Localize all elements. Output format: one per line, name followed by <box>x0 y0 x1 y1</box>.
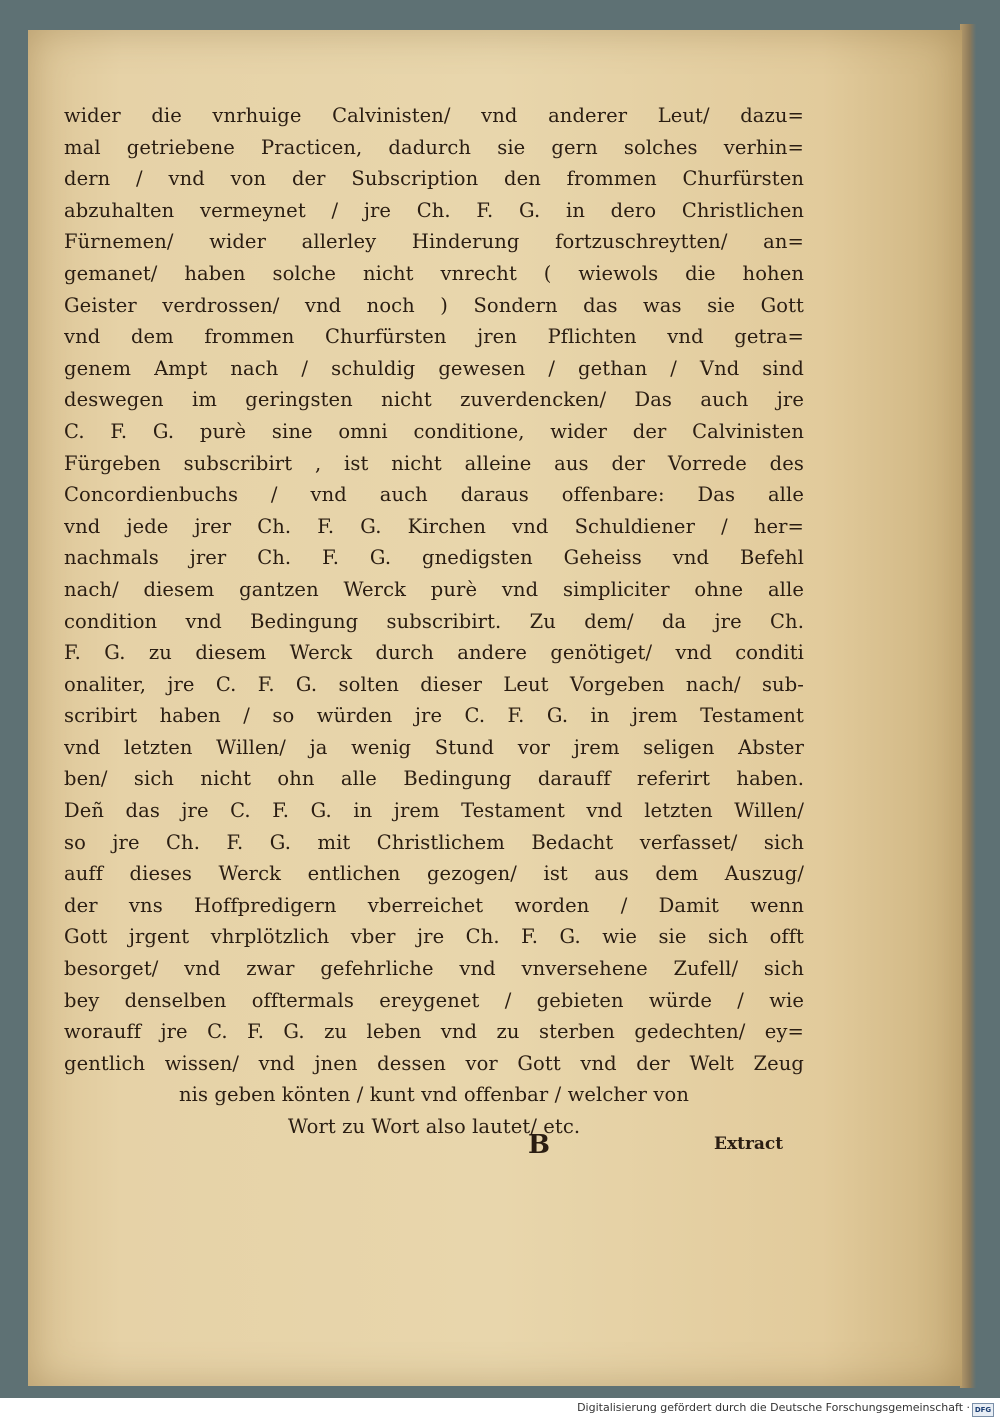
text-line: worauff jre C. F. G. zu leben vnd zu sterben gedechten/ ey= <box>64 1020 804 1044</box>
page-edge <box>960 24 976 1388</box>
text-line: vnd dem frommen Churfürsten jren Pflichten vnd getra= <box>64 325 804 349</box>
funding-notice: Digitalisierung gefördert durch die Deutsche Forschungsgemeinschaft · <box>577 1401 970 1414</box>
text-line: abzuhalten vermeynet / jre Ch. F. G. in dero Christlichen <box>64 198 804 222</box>
footer-bar <box>0 1398 1000 1421</box>
text-line: Fürgeben subscribirt , ist nicht alleine aus der Vorrede des <box>64 451 804 475</box>
signature-mark: B <box>528 1130 550 1160</box>
text-line-centered: nis geben könten / kunt vnd offenbar / welcher von <box>178 1083 690 1107</box>
text-line: mal getriebene Practicen, dadurch sie gern solches verhin= <box>64 135 804 159</box>
text-line: Deñ das jre C. F. G. in jrem Testament vnd letzten Willen/ <box>64 799 804 823</box>
text-line: F. G. zu diesem Werck durch andere genötiget/ vnd conditi <box>64 641 804 665</box>
text-line: nach/ diesem gantzen Werck purè vnd simpliciter ohne alle <box>64 577 804 601</box>
text-line: scribirt haben / so würden jre C. F. G. in jrem Testament <box>64 704 804 728</box>
text-line: C. F. G. purè sine omni conditione, wider der Calvinisten <box>64 419 804 443</box>
text-line-centered: Wort zu Wort also lautet/ etc. <box>287 1115 581 1138</box>
text-line: gentlich wissen/ vnd jnen dessen vor Gott vnd der Welt Zeug <box>64 1051 804 1075</box>
text-line: ben/ sich nicht ohn alle Bedingung darauff referirt haben. <box>64 767 804 791</box>
text-line: genem Ampt nach / schuldig gewesen / gethan / Vnd sind <box>64 356 804 380</box>
text-line: gemanet/ haben solche nicht vnrecht ( wiewols die hohen <box>64 261 804 285</box>
dfg-logo-icon: DFG <box>972 1403 994 1417</box>
text-line: bey denselben offtermals ereygenet / gebieten würde / wie <box>64 988 804 1012</box>
text-line: der vns Hoffpredigern vberreichet worden / Damit wenn <box>64 893 804 917</box>
text-line: condition vnd Bedingung subscribirt. Zu dem/ da jre Ch. <box>64 609 804 633</box>
text-line: auff dieses Werck entlichen gezogen/ ist aus dem Auszug/ <box>64 862 804 886</box>
text-line: Fürnemen/ wider allerley Hinderung fortzuschreytten/ an= <box>64 230 804 254</box>
text-line: wider die vnrhuige Calvinisten/ vnd anderer Leut/ dazu= <box>64 104 804 127</box>
text-line: vnd letzten Willen/ ja wenig Stund vor jrem seligen Abster <box>64 735 804 759</box>
text-line: Gott jrgent vhrplötzlich vber jre Ch. F. G. wie sie sich offt <box>64 925 804 949</box>
text-line: Geister verdrossen/ vnd noch ) Sondern das was sie Gott <box>64 293 804 317</box>
text-line: vnd jede jrer Ch. F. G. Kirchen vnd Schuldiener / her= <box>64 514 804 538</box>
text-line: deswegen im geringsten nicht zuverdencken/ Das auch jre <box>64 388 804 412</box>
text-line: so jre Ch. F. G. mit Christlichem Bedacht verfasset/ sich <box>64 830 804 854</box>
catchword: Extract <box>714 1134 784 1154</box>
text-line: besorget/ vnd zwar gefehrliche vnd vnversehene Zufell/ sich <box>64 957 804 981</box>
text-line: dern / vnd von der Subscription den frommen Churfürsten <box>64 167 804 191</box>
text-line: Concordienbuchs / vnd auch daraus offenbare: Das alle <box>64 483 804 507</box>
page-body-text <box>64 100 804 1143</box>
text-line: nachmals jrer Ch. F. G. gnedigsten Geheiss vnd Befehl <box>64 546 804 570</box>
text-line: onaliter, jre C. F. G. solten dieser Leut Vorgeben nach/ sub- <box>64 672 804 696</box>
